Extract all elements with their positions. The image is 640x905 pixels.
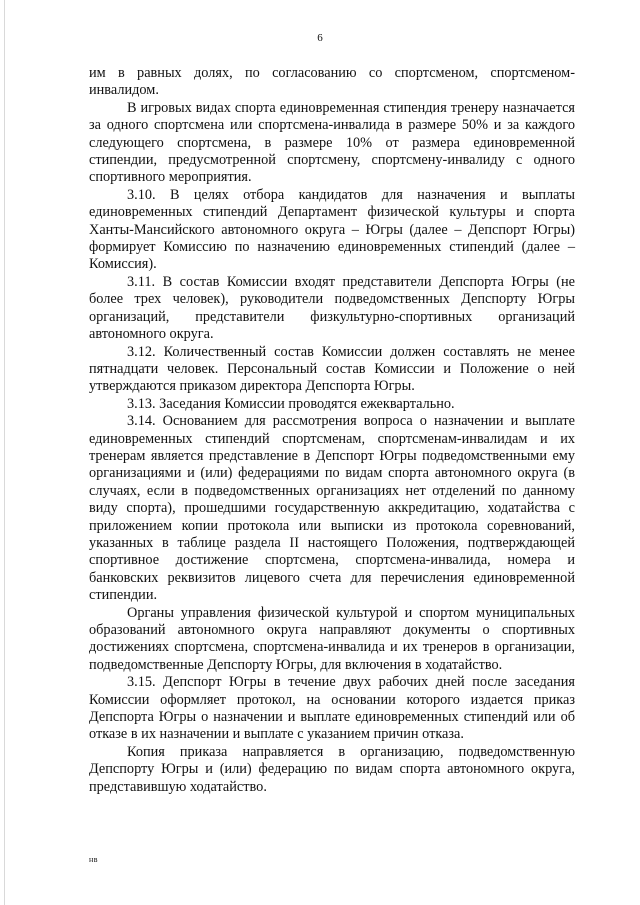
paragraph-3-13: 3.13. Заседания Комиссии проводятся ежеквартально. bbox=[127, 395, 455, 412]
paragraph-3-10: 3.10. В целях отбора кандидатов для назначения и выплаты единовременных стипендий Департамент физической культуры и спорта Ханты-Мансийского автономного округа – Югры (далее – Депспорт Югры) формирует Комиссию по назначению единовременных стипендий (далее – Комиссия). bbox=[89, 186, 575, 273]
paragraph-3-15: 3.15. Депспорт Югры в течение двух рабочих дней после заседания Комиссии оформляет протокол, на основании которого издается приказ Депспорта Югры о назначении и выплате единовременных стипендий или об отказе в их назначении и выплате с указанием причин отказа. bbox=[89, 674, 575, 743]
page-number: 6 bbox=[317, 32, 323, 44]
paragraph-3-12: 3.12. Количественный состав Комиссии должен составлять не менее пятнадцати человек. Персональный состав Комиссии и Положение о ней утверждаются приказом директора Депспорта Югры. bbox=[89, 343, 575, 395]
document-body bbox=[89, 65, 575, 796]
paragraph-3-14: 3.14. Основанием для рассмотрения вопроса о назначении и выплате единовременных стипендий спортсменам, спортсменам-инвалидам и их тренерам является представление в Депспорт Югры подведомственными ему организациями и (или) федерациями по видам спорта автономного округа (в случаях, если в подведомственных организациях нет отделений по данному виду спорта), прошедшими государственную аккредитацию, ходатайства с приложением копии протокола или выписки из протокола соревнований, указанных в таблице раздела II настоящего Положения, подтверждающей спортивное достижение спортсмена, спортсмена-инвалида, номера и банковских реквизитов лицевого счета для перечисления единовременной стипендии. bbox=[89, 413, 575, 604]
paragraph-team-sports: В игровых видах спорта единовременная стипендия тренеру назначается за одного спортсмена или спортсмена-инвалида в размере 50% и за каждого следующего спортсмена, в размере 10% от размера единовременной стипендии, предусмотренной спортсмену, спортсмену-инвалиду с одного спортивного мероприятия. bbox=[89, 99, 575, 186]
paragraph-continuation: им в равных долях, по согласованию со спортсменом, спортсменом-инвалидом. bbox=[89, 65, 575, 99]
footer-mark: нв bbox=[89, 855, 99, 864]
paragraph-3-11: 3.11. В состав Комиссии входят представители Депспорта Югры (не более трех человек), руководители подведомственных Депспорту Югры организаций, представители физкультурно-спортивных организаций автономного округа. bbox=[89, 273, 575, 343]
paragraph-order-copy: Копия приказа направляется в организацию, подведомственную Депспорту Югры и (или) федерацию по видам спорта автономного округа, представившую ходатайство. bbox=[89, 743, 575, 795]
paragraph-municipal-bodies: Органы управления физической культурой и спортом муниципальных образований автономного округа направляют документы о спортивных достижениях спортсмена, спортсмена-инвалида и их тренеров в организации, подведомственные Депспорту Югры, для включения в ходатайство. bbox=[89, 604, 575, 673]
scan-edge-line bbox=[4, 0, 5, 905]
